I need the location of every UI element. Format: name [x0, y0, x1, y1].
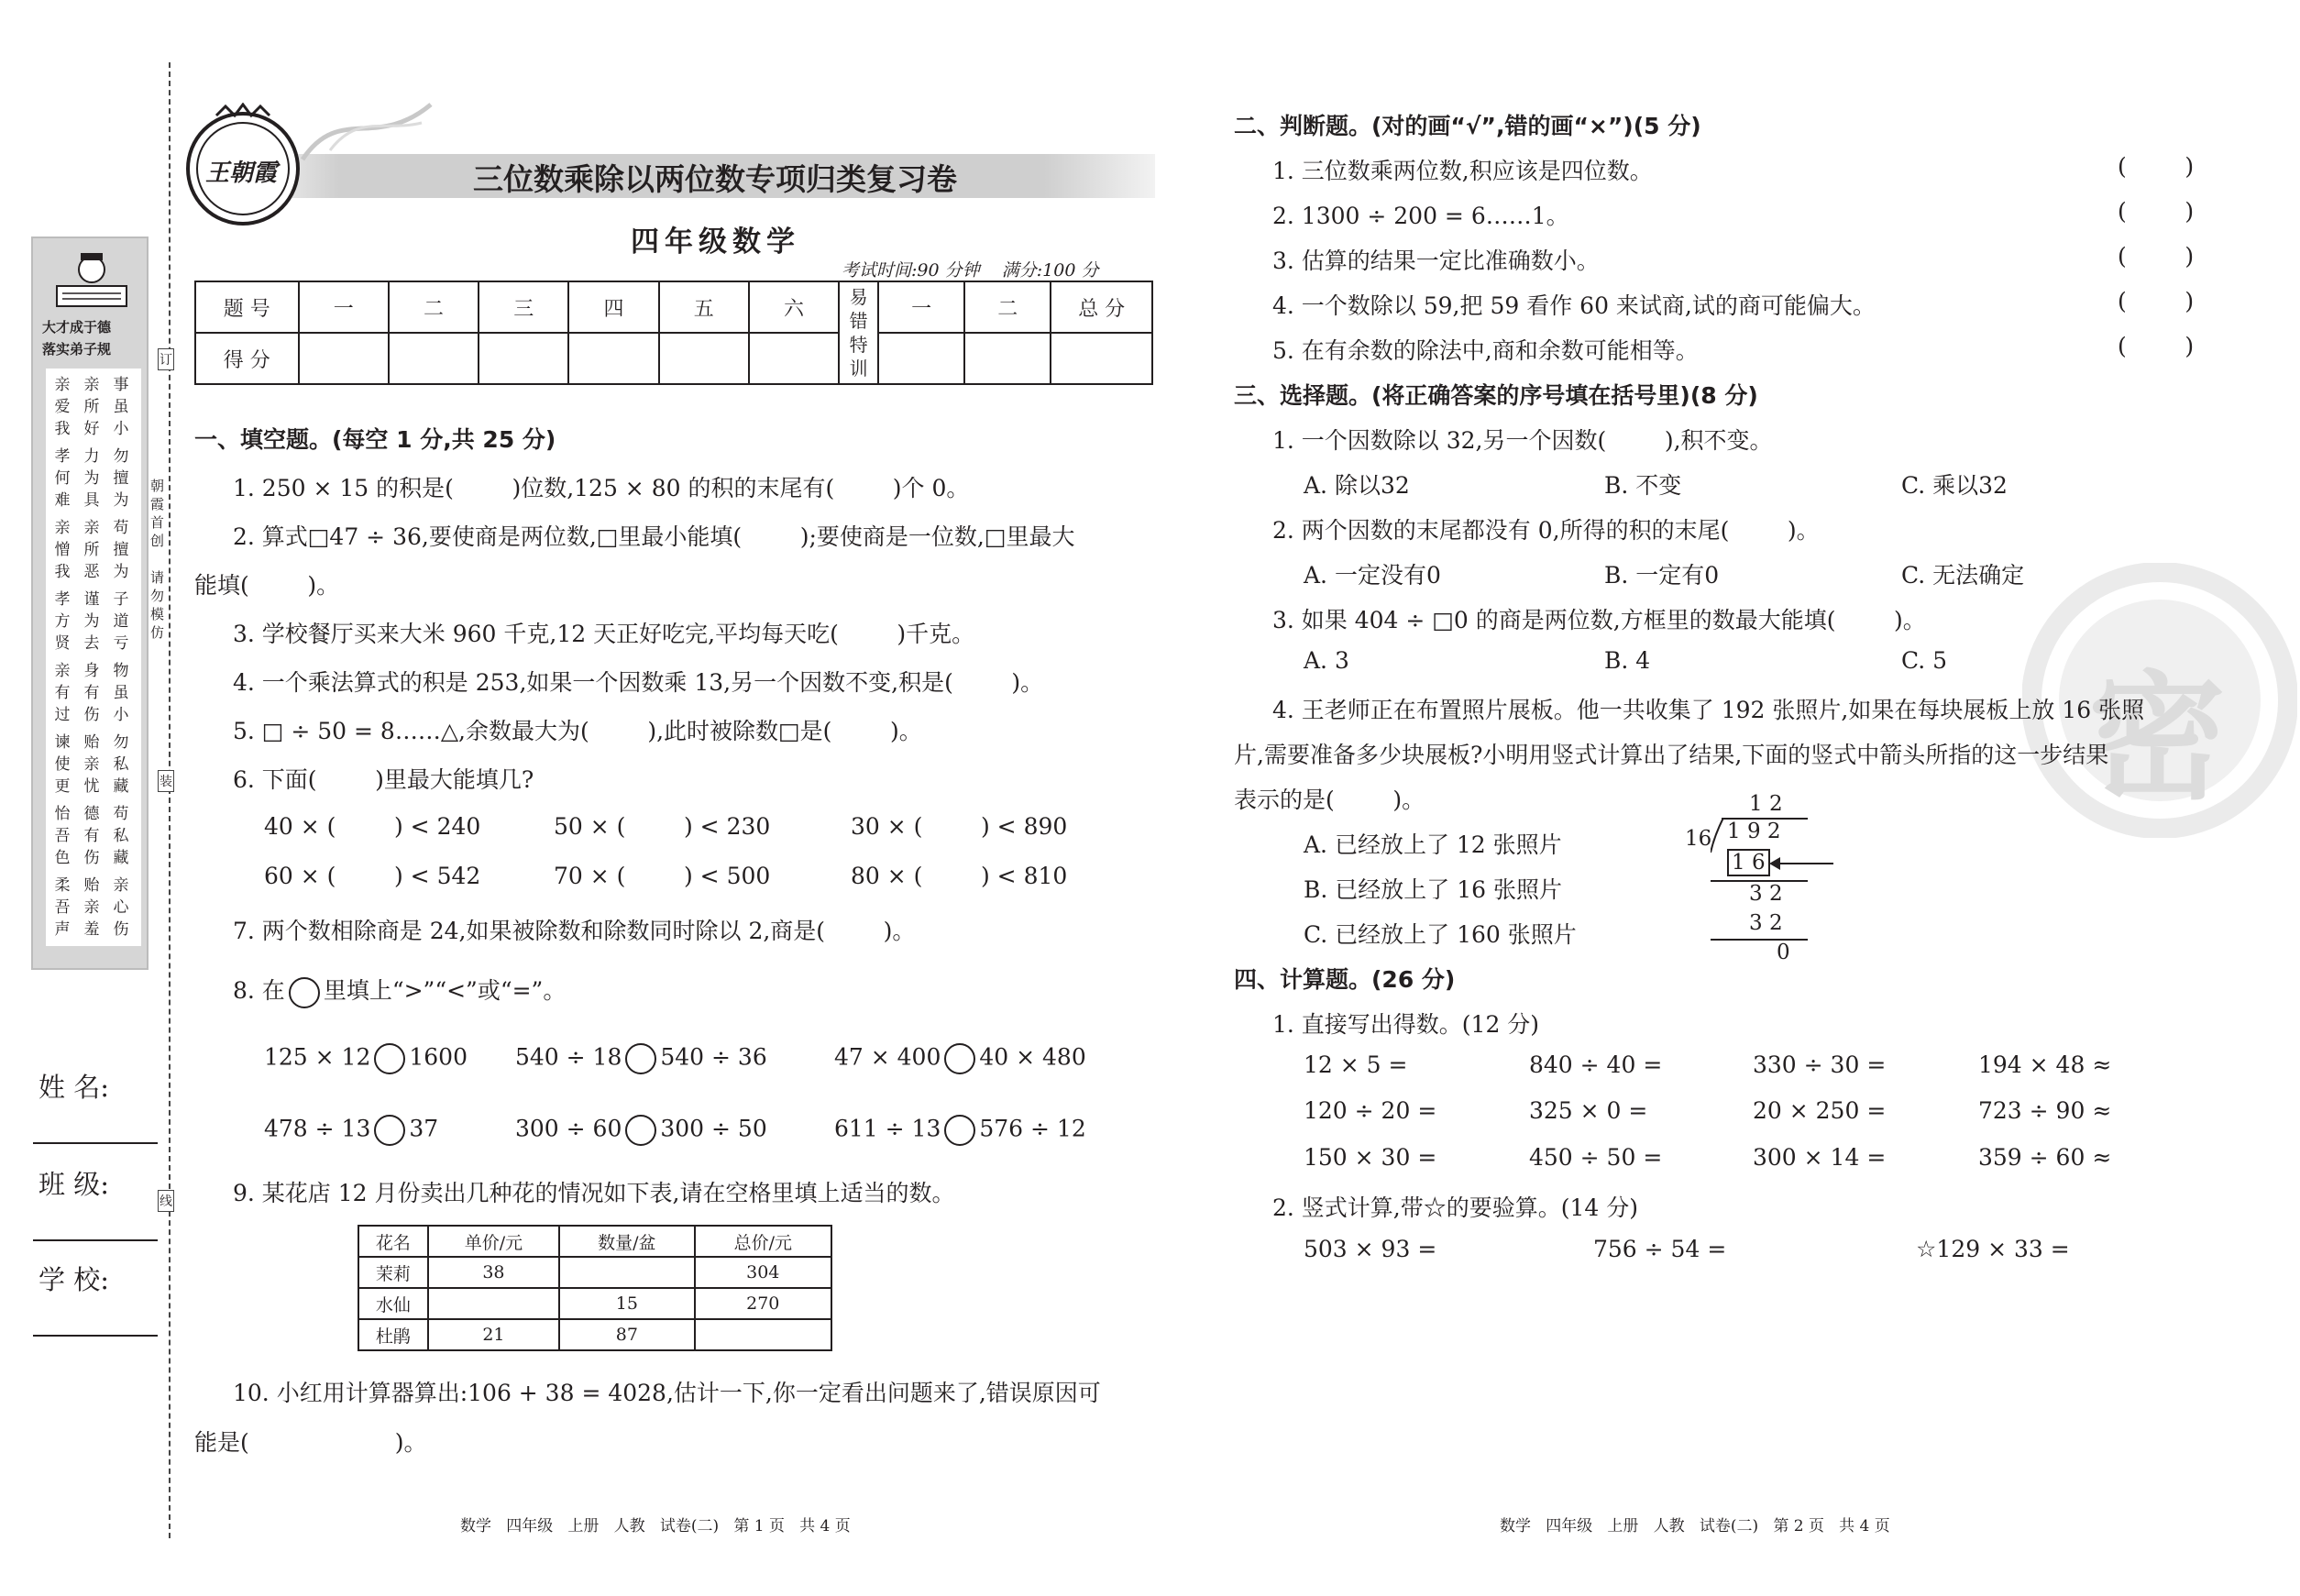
- binding-mark-xian: 线: [158, 1190, 174, 1212]
- score-cell[interactable]: [659, 333, 749, 384]
- flower-header: 数量/盆: [559, 1226, 694, 1257]
- s3-option[interactable]: B. 不变: [1604, 472, 1682, 499]
- motto-line-1: 大才成于德: [42, 319, 112, 336]
- name-field[interactable]: [33, 1142, 158, 1144]
- compare-circle[interactable]: [944, 1115, 975, 1146]
- score-header-cell: 五: [659, 281, 749, 333]
- s2-item: 5. 在有余数的除法中,商和余数可能相等。: [1272, 337, 1699, 364]
- section4-heading: 四、计算题。(26 分): [1234, 966, 1456, 993]
- score-header-cell: 三: [479, 281, 568, 333]
- s3-q2: 2. 两个因数的末尾都没有 0,所得的积的末尾( )。: [1272, 517, 1820, 544]
- poem-column: 亲爱我: [54, 376, 71, 438]
- answer-paren[interactable]: ( ): [2118, 243, 2195, 270]
- answer-paren[interactable]: ( ): [2118, 153, 2195, 180]
- s4-sub2: 2. 竖式计算,带☆的要验算。(14 分): [1272, 1194, 1639, 1221]
- answer-paren[interactable]: ( ): [2118, 198, 2195, 225]
- poem-column: 贻亲羞: [83, 876, 100, 939]
- s3-option[interactable]: C. 已经放上了 160 张照片: [1304, 921, 1577, 948]
- motto-panel: [31, 237, 149, 970]
- calc-item: 840 ÷ 40 =: [1529, 1051, 1663, 1078]
- compare-circle[interactable]: [625, 1043, 656, 1074]
- poem-column: 亲憎我: [54, 519, 71, 581]
- s1-q8-post: 里填上“>”“<”或“=”。: [323, 977, 567, 1004]
- s3-q1: 1. 一个因数除以 32,另一个因数( ),积不变。: [1272, 427, 1773, 454]
- section2-heading: 二、判断题。(对的画“√”,错的画“×”)(5 分): [1234, 113, 1701, 139]
- s3-option[interactable]: B. 一定有0: [1604, 562, 1720, 589]
- vertical-note-1: 朝霞首创: [150, 478, 165, 549]
- s1-q2b: 能填( )。: [194, 572, 340, 599]
- scholar-figure: [53, 249, 130, 312]
- calc-item: 20 × 250 =: [1753, 1097, 1887, 1124]
- watermark-text: 密: [2088, 657, 2227, 819]
- division-step2: 3 2: [1749, 882, 1783, 906]
- s3-q4a: 4. 王老师正在布置照片展板。他一共收集了 192 张照片,如果在每块展板上放 16 张照: [1272, 697, 2145, 723]
- name-label: 姓 名:: [39, 1072, 109, 1103]
- s1-q6-item: 80 × ( ) < 810: [851, 863, 1068, 889]
- flower-cell: 87: [559, 1319, 694, 1350]
- flower-cell: 38: [428, 1257, 559, 1288]
- s1-q6-item: 60 × ( ) < 542: [264, 863, 481, 889]
- s3-option[interactable]: C. 无法确定: [1901, 562, 2025, 589]
- footer-left: 数学 四年级 上册 人教 试卷(二) 第 1 页 共 4 页: [460, 1517, 851, 1535]
- poem-column: 孝何难: [54, 447, 71, 510]
- flower-header: 总价/元: [695, 1226, 831, 1257]
- ribbon-decoration: [293, 95, 440, 169]
- vertical-calc: 503 × 93 =: [1304, 1236, 1437, 1262]
- page-title: 三位数乘除以两位数专项归类复习卷: [473, 161, 957, 197]
- poem-column: 亲所恶: [83, 519, 100, 581]
- poem-column: 苟擅为: [113, 519, 129, 581]
- compare-item: 540 ÷ 18 540 ÷ 36: [515, 1043, 767, 1074]
- compare-item: 611 ÷ 13 576 ÷ 12: [834, 1115, 1086, 1146]
- class-field[interactable]: [33, 1239, 158, 1241]
- division-divisor: 16: [1685, 827, 1712, 851]
- poem-column: 德有伤: [83, 805, 100, 867]
- poem-column: 贻亲忧: [83, 733, 100, 796]
- class-label: 班 级:: [39, 1169, 109, 1200]
- calc-item: 450 ÷ 50 =: [1529, 1144, 1663, 1171]
- compare-circle[interactable]: [374, 1115, 405, 1146]
- score-header-cell: 二: [389, 281, 479, 333]
- s1-q2a: 2. 算式□47 ÷ 36,要使商是两位数,□里最小能填( );要使商是一位数,□里最大: [233, 523, 1075, 550]
- calc-item: 330 ÷ 30 =: [1753, 1051, 1887, 1078]
- vertical-note-2: 请勿模仿: [150, 569, 165, 641]
- compare-circle[interactable]: [944, 1043, 975, 1074]
- flower-header: 单价/元: [428, 1226, 559, 1257]
- s2-item: 3. 估算的结果一定比准确数小。: [1272, 248, 1600, 274]
- vertical-calc: 756 ÷ 54 =: [1593, 1236, 1727, 1262]
- compare-item: 125 × 12 1600: [264, 1043, 468, 1074]
- poem-column: 子道亏: [113, 590, 129, 653]
- calc-item: 300 × 14 =: [1753, 1144, 1887, 1171]
- score-cell[interactable]: [1051, 333, 1152, 384]
- flower-cell[interactable]: [428, 1288, 559, 1319]
- s3-option[interactable]: C. 5: [1901, 647, 1948, 674]
- poem-column: 事虽小: [113, 376, 129, 438]
- flower-cell: 15: [559, 1288, 694, 1319]
- flower-header: 花名: [358, 1226, 428, 1257]
- logo-seal: [180, 103, 306, 229]
- division-remainder: 0: [1777, 941, 1790, 964]
- poem-column: 力为具: [83, 447, 100, 510]
- vertical-calc: ☆129 × 33 =: [1916, 1236, 2070, 1262]
- flower-cell[interactable]: [695, 1319, 831, 1350]
- s1-q6-item: 40 × ( ) < 240: [264, 813, 481, 840]
- s3-q4c: 表示的是( )。: [1234, 787, 1425, 813]
- poem-column: 亲所好: [83, 376, 100, 438]
- s3-option[interactable]: C. 乘以32: [1901, 472, 2008, 499]
- poem-column: 苟私藏: [113, 805, 129, 867]
- s1-q5: 5. □ ÷ 50 = 8……△,余数最大为( ),此时被除数□是( )。: [233, 718, 922, 744]
- poem-column: 亲有过: [54, 662, 71, 724]
- poem-column: 谨为去: [83, 590, 100, 653]
- calc-item: 723 ÷ 90 ≈: [1978, 1097, 2112, 1124]
- s1-q9: 9. 某花店 12 月份卖出几种花的情况如下表,请在空格里填上适当的数。: [233, 1180, 955, 1206]
- s1-q3: 3. 学校餐厅买来大米 960 千克,12 天正好吃完,平均每天吃( )千克。: [233, 621, 975, 647]
- s1-q6-item: 50 × ( ) < 230: [554, 813, 771, 840]
- s3-q3: 3. 如果 404 ÷ □0 的商是两位数,方框里的数最大能填( )。: [1272, 607, 1926, 633]
- flower-cell: 304: [695, 1257, 831, 1288]
- s3-option[interactable]: A. 3: [1304, 647, 1349, 674]
- s3-option[interactable]: B. 4: [1604, 647, 1651, 674]
- score-row-label: 得 分: [195, 333, 299, 384]
- score-cell[interactable]: [479, 333, 568, 384]
- calc-item: 12 × 5 =: [1304, 1051, 1408, 1078]
- poem-column: 孝方贤: [54, 590, 71, 653]
- poem-block: [46, 369, 141, 946]
- s1-q6: 6. 下面( )里最大能填几?: [233, 766, 534, 793]
- long-division: [1685, 790, 1832, 964]
- answer-paren[interactable]: ( ): [2118, 288, 2195, 314]
- flower-cell: 270: [695, 1288, 831, 1319]
- s3-option[interactable]: A. 一定没有0: [1304, 562, 1441, 589]
- poem-column: 柔吾声: [54, 876, 71, 939]
- poem-column: 勿擅为: [113, 447, 129, 510]
- s1-q10b: 能是( )。: [194, 1429, 427, 1456]
- division-step1: 1 6: [1727, 849, 1770, 876]
- score-cell[interactable]: [568, 333, 658, 384]
- score-header-cell: 易错特训: [839, 281, 878, 384]
- footer-right: 数学 四年级 上册 人教 试卷(二) 第 2 页 共 4 页: [1500, 1517, 1890, 1535]
- poem-column: 勿私藏: [113, 733, 129, 796]
- s1-q8: [233, 973, 566, 1008]
- answer-paren[interactable]: ( ): [2118, 333, 2195, 359]
- s1-q4: 4. 一个乘法算式的积是 253,如果一个因数乘 13,另一个因数不变,积是( )。: [233, 669, 1044, 696]
- compare-circle[interactable]: [374, 1043, 405, 1074]
- calc-item: 194 × 48 ≈: [1978, 1051, 2112, 1078]
- calc-item: 359 ÷ 60 ≈: [1978, 1144, 2112, 1171]
- binding-mark-zhuang: 装: [158, 770, 174, 792]
- compare-item: 300 ÷ 60 300 ÷ 50: [515, 1115, 767, 1146]
- poem-column: 物虽小: [113, 662, 129, 724]
- school-field[interactable]: [33, 1335, 158, 1337]
- compare-item: 478 ÷ 13 37: [264, 1115, 438, 1146]
- s2-item: 1. 三位数乘两位数,积应该是四位数。: [1272, 158, 1653, 184]
- section3-heading: 三、选择题。(将正确答案的序号填在括号里)(8 分): [1234, 382, 1758, 409]
- poem-column: 谏使更: [54, 733, 71, 796]
- division-step3: 3 2: [1749, 911, 1783, 935]
- s2-item: 2. 1300 ÷ 200 = 6……1。: [1272, 203, 1569, 229]
- score-header-cell: 题 号: [195, 281, 299, 333]
- flower-cell: 水仙: [358, 1288, 428, 1319]
- score-header-cell: 总 分: [1051, 281, 1152, 333]
- page-subtitle: 四年级数学: [631, 226, 800, 259]
- s3-option[interactable]: A. 已经放上了 12 张照片: [1304, 831, 1562, 858]
- binding-mark-ding: 订: [158, 348, 174, 370]
- s1-q10a: 10. 小红用计算器算出:106 + 38 = 4028,估计一下,你一定看出问题来了,错误原因可: [233, 1380, 1101, 1406]
- flower-cell: 21: [428, 1319, 559, 1350]
- poem-column: 亲心伤: [113, 876, 129, 939]
- s1-q7: 7. 两个数相除商是 24,如果被除数和除数同时除以 2,商是( )。: [233, 918, 916, 944]
- poem-column: 身有伤: [83, 662, 100, 724]
- s2-item: 4. 一个数除以 59,把 59 看作 60 来试商,试的商可能偏大。: [1272, 292, 1876, 319]
- logo-text: 王朝霞: [205, 160, 278, 187]
- s1-q8-pre: 8. 在: [233, 977, 285, 1004]
- calc-item: 150 × 30 =: [1304, 1144, 1437, 1171]
- division-dividend: 1 9 2: [1727, 820, 1781, 843]
- flower-cell: 茉莉: [358, 1257, 428, 1288]
- circle-icon: [289, 977, 320, 1008]
- calc-item: 325 × 0 =: [1529, 1097, 1648, 1124]
- score-cell[interactable]: [299, 333, 389, 384]
- s3-option[interactable]: A. 除以32: [1304, 472, 1410, 499]
- s3-option[interactable]: B. 已经放上了 16 张照片: [1304, 876, 1562, 903]
- binding-dotted-line: [169, 62, 171, 1538]
- school-label: 学 校:: [39, 1264, 109, 1295]
- flower-table: [358, 1225, 832, 1351]
- s1-q1: 1. 250 × 15 的积是( )位数,125 × 80 的积的末尾有( )个 0。: [233, 475, 970, 501]
- exam-info: 考试时间:90 分钟 满分:100 分: [842, 260, 1099, 281]
- score-cell[interactable]: [389, 333, 479, 384]
- compare-item: 47 × 400 40 × 480: [834, 1043, 1086, 1074]
- flower-cell: 杜鹃: [358, 1319, 428, 1350]
- score-header-cell: 一: [299, 281, 389, 333]
- division-quotient: 1 2: [1749, 792, 1783, 816]
- s1-q6-item: 30 × ( ) < 890: [851, 813, 1068, 840]
- score-cell[interactable]: [749, 333, 839, 384]
- score-header-cell: 四: [568, 281, 658, 333]
- score-table: [194, 281, 1153, 385]
- calc-item: 120 ÷ 20 =: [1304, 1097, 1437, 1124]
- flower-cell[interactable]: [559, 1257, 694, 1288]
- score-header-cell: 六: [749, 281, 839, 333]
- compare-circle[interactable]: [625, 1115, 656, 1146]
- score-cell[interactable]: [964, 333, 1051, 384]
- s3-q4b: 片,需要准备多少块展板?小明用竖式计算出了结果,下面的竖式中箭头所指的这一步结果: [1234, 742, 2109, 768]
- score-cell[interactable]: [878, 333, 964, 384]
- score-header-cell: 一: [878, 281, 964, 333]
- score-header-cell: 二: [964, 281, 1051, 333]
- arrow-icon: [1769, 854, 1833, 873]
- section1-heading: 一、填空题。(每空 1 分,共 25 分): [194, 426, 556, 453]
- s1-q6-item: 70 × ( ) < 500: [554, 863, 771, 889]
- s4-sub1: 1. 直接写出得数。(12 分): [1272, 1011, 1540, 1038]
- poem-column: 怡吾色: [54, 805, 71, 867]
- motto-line-2: 落实弟子规: [42, 341, 112, 358]
